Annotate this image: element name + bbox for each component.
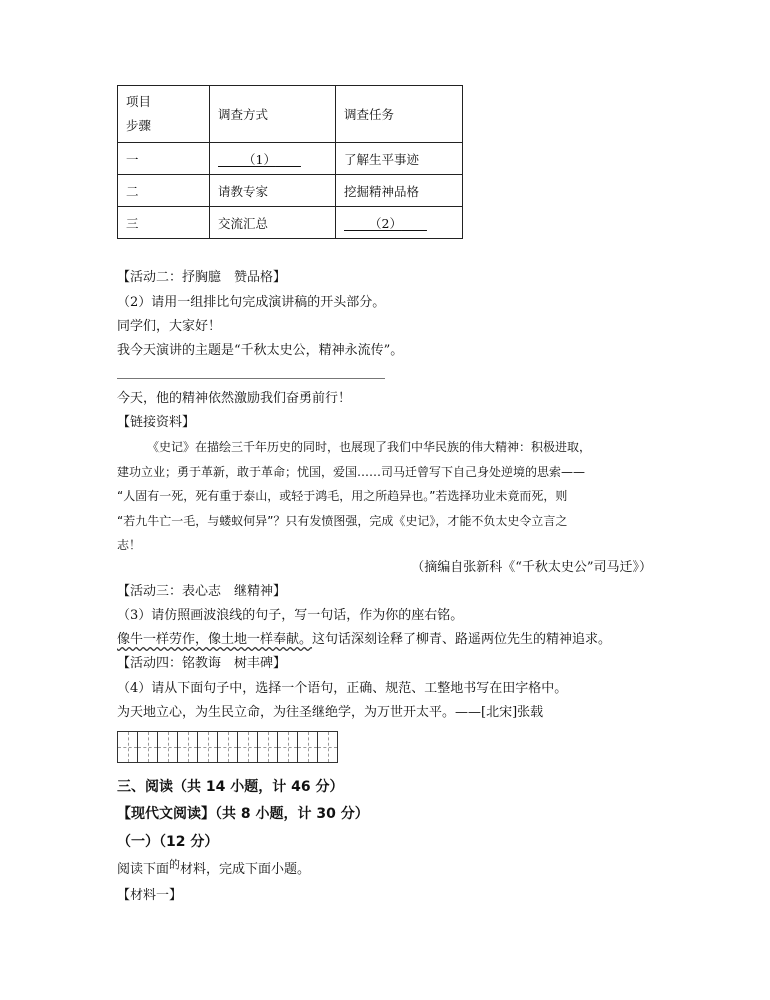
grid-cell[interactable] (317, 731, 338, 763)
row-task-cell: 挖掘精神品格 (336, 175, 463, 207)
grid-cell[interactable] (237, 731, 258, 763)
activity2-question: （2）请用一组排比句完成演讲稿的开头部分。 (117, 295, 386, 310)
row-step-cell: 三 (118, 207, 210, 239)
table-row (118, 143, 463, 175)
grid-cell[interactable] (117, 731, 138, 763)
activity4-quote: 为天地立心，为生民立命，为往圣继绝学，为万世开太平。——[北宋]张载 (117, 705, 544, 720)
material-text (117, 435, 653, 558)
activity4-question: （4）请从下面句子中，选择一个语句，正确、规范、工整地书写在田字格中。 (117, 681, 568, 696)
grid-cell[interactable] (297, 731, 318, 763)
header-task-cell: 调查任务 (336, 86, 463, 143)
activity3-sentence-rest: 这句话深刻诠释了柳青、路遥两位先生的精神追求。 (312, 632, 612, 647)
header-method-cell: 调查方式 (210, 86, 336, 143)
material-line: “若九牛亡一毛，与蝼蚁何异”？只有发愤图强，完成《史记》，才能不负太史令立言之 (117, 513, 568, 528)
table-header-step-cell (118, 86, 210, 143)
row-step-cell: 二 (118, 175, 210, 207)
material-line: “人固有一死，死有重于泰山，或轻于鸿毛，用之所趋异也。”若选择功业未竟而死，则 (117, 489, 568, 503)
material-line: 建功立业；勇于革新，敢于革命；忧国，爱国……司马迁曾写下自己身处逆境的思索—— (117, 464, 586, 479)
header-step-label: 步骤 (126, 118, 152, 133)
tian-character-grid[interactable] (118, 731, 338, 763)
section3-heading: 三、阅读（共 14 小题，计 46 分） (117, 779, 344, 795)
row-task-cell: 了解生平事迹 (336, 143, 463, 175)
speech-greeting: 同学们，大家好！ (117, 319, 222, 334)
row-method-cell (210, 143, 336, 175)
speech-topic: 我今天演讲的主题是“千秋太史公，精神永流传”。 (117, 343, 404, 358)
row-step-cell: 一 (118, 143, 210, 175)
table-header-row (118, 86, 463, 143)
activity3-sentence (117, 630, 611, 650)
material-title: 【链接资料】 (117, 415, 196, 430)
material-source: （摘编自张新科《“千秋太史公”司马迁》） (411, 560, 652, 575)
speech-closing: 今天，他的精神依然激励我们奋勇前行！ (117, 391, 352, 406)
reading-instruction: 阅读下面$^的$材料，完成下面小题。 (117, 858, 311, 877)
survey-table (117, 85, 463, 239)
material1-label: 【材料一】 (117, 888, 183, 903)
activity3-question: （3）请仿照画波浪线的句子，写一句话，作为你的座右铭。 (117, 608, 464, 623)
grid-cell[interactable] (197, 731, 218, 763)
part1-heading: （一）（12 分） (117, 834, 219, 850)
row-task-cell (336, 207, 463, 239)
grid-cell[interactable] (157, 731, 178, 763)
modern-reading-heading: 【现代文阅读】（共 8 小题，计 30 分） (117, 806, 369, 822)
activity2-title: 【活动二：抒胸臆 赞品格】 (117, 270, 287, 285)
grid-cell[interactable] (137, 731, 158, 763)
answer-blank[interactable]: （1） (243, 151, 276, 167)
grid-cell[interactable] (217, 731, 238, 763)
material-line: 《史记》在描绘三千年历史的同时，也展现了我们中华民族的伟大精神：积极进取， (147, 440, 592, 454)
row-method-cell: 请教专家 (210, 175, 336, 207)
table-row (118, 175, 463, 207)
activity3-title: 【活动三：表心志 继精神】 (117, 584, 287, 599)
answer-line[interactable] (117, 378, 385, 379)
wavy-underlined-sentence: 像牛一样劳作，像土地一样奉献。 (117, 632, 313, 647)
answer-blank[interactable]: （2） (369, 215, 402, 231)
header-item-label: 项目 (126, 94, 152, 109)
grid-cell[interactable] (177, 731, 198, 763)
activity4-title: 【活动四：铭教诲 树丰碑】 (117, 656, 287, 671)
grid-cell[interactable] (257, 731, 278, 763)
material-line: 志！ (117, 538, 142, 552)
grid-cell[interactable] (277, 731, 298, 763)
table-row (118, 207, 463, 239)
row-method-cell: 交流汇总 (210, 207, 336, 239)
